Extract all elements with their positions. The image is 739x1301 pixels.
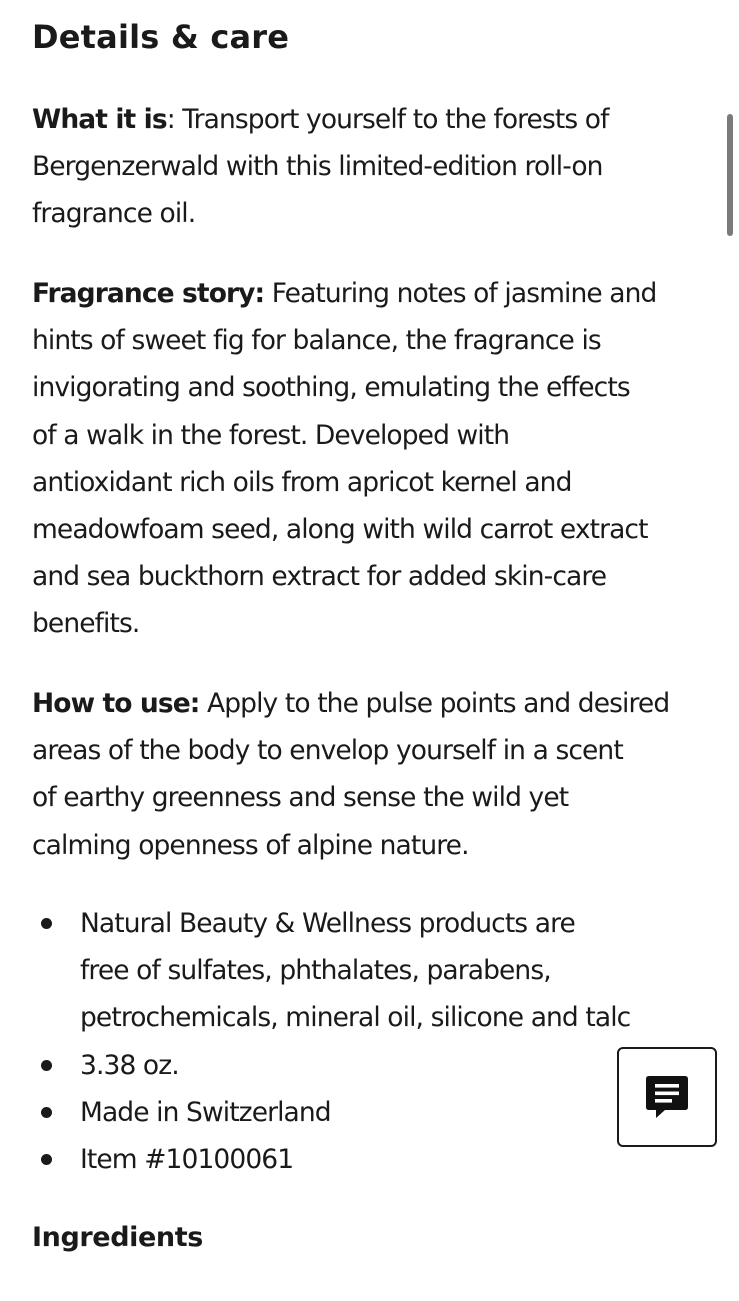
how-to-use-text-3: of earthy greenness and sense the wild yet (32, 782, 569, 814)
fragrance-story-text-2: hints of sweet fig for balance, the fragrance is (32, 325, 601, 357)
list-item-number: Item #10100061 (80, 1144, 294, 1176)
bullet-dot-icon (41, 1154, 52, 1165)
fragrance-story-line-1 (32, 270, 722, 317)
fragrance-story-label: Fragrance story: (32, 278, 265, 309)
fragrance-story-text-7: and sea buckthorn extract for added skin-care (32, 561, 607, 593)
fragrance-story-text-4: of a walk in the forest. Developed with (32, 419, 510, 451)
what-it-is-line-1 (32, 96, 722, 143)
fragrance-story-text-3: invigorating and soothing, emulating the effects (32, 372, 630, 404)
fragrance-story-text-1: Featuring notes of jasmine and (264, 278, 657, 309)
what-it-is-text-3: fragrance oil. (32, 198, 196, 230)
list-item-text-1: Natural Beauty & Wellness products are (80, 908, 575, 939)
ingredients-heading[interactable]: Ingredients (32, 1222, 203, 1253)
how-to-use-paragraph (32, 680, 722, 869)
list-item-origin: Made in Switzerland (80, 1096, 331, 1128)
what-it-is-paragraph (32, 96, 722, 238)
how-to-use-text-2: areas of the body to envelop yourself in a scent (32, 735, 623, 767)
chat-button[interactable] (617, 1047, 717, 1147)
list-item (32, 900, 722, 1042)
how-to-use-line-1 (32, 680, 722, 727)
scrollbar-thumb[interactable] (727, 114, 733, 236)
list-item-text-2: free of sulfates, phthalates, parabens, (80, 955, 551, 987)
bullet-dot-icon (41, 918, 52, 929)
what-it-is-label: What it is (32, 104, 167, 135)
fragrance-story-paragraph (32, 270, 722, 648)
fragrance-story-text-5: antioxidant rich oils from apricot kernel and (32, 466, 572, 498)
what-it-is-text-1: : Transport yourself to the forests of (166, 104, 609, 135)
section-title: Details & care (32, 18, 290, 56)
list-item-size: 3.38 oz. (80, 1049, 179, 1081)
fragrance-story-text-8: benefits. (32, 608, 140, 640)
chat-bubble-icon (643, 1073, 691, 1121)
bullet-dot-icon (41, 1060, 52, 1071)
how-to-use-text-1: Apply to the pulse points and desired (199, 688, 670, 719)
how-to-use-label: How to use: (32, 688, 200, 719)
what-it-is-text-2: Bergenzerwald with this limited-edition roll-on (32, 151, 603, 183)
bullet-dot-icon (41, 1107, 52, 1118)
how-to-use-text-4: calming openness of alpine nature. (32, 829, 469, 861)
fragrance-story-text-6: meadowfoam seed, along with wild carrot extract (32, 514, 648, 546)
list-item-text-3: petrochemicals, mineral oil, silicone and talc (80, 1002, 631, 1034)
